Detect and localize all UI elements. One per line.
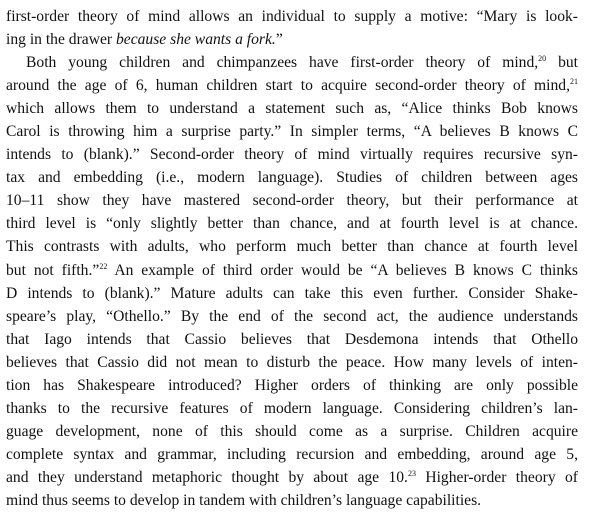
footnote-marker[interactable]: 21 — [570, 77, 578, 87]
text-line: This contrasts with adults, who perform much better than chance at fourth level — [6, 238, 578, 256]
text-line: intends to (blank).” Second-order theory of mind virtually requires recursive syn- — [6, 146, 578, 164]
text-run: around the age of 6, human children start to acquire second-order theory of mind, — [6, 77, 570, 95]
italic-text: because she wants a fork. — [116, 31, 276, 49]
text-line — [6, 259, 578, 282]
text-line — [6, 74, 578, 97]
text-line: speare’s play, “Othello.” By the end of the second act, the audience understands — [6, 307, 578, 325]
text-line: thanks to the recursive features of modern language. Considering children’s lan- — [6, 399, 578, 417]
text-line — [6, 466, 578, 489]
text-run: and they understand metaphoric thought by about age 10. — [6, 468, 408, 486]
text-run: ing in the drawer — [6, 31, 116, 49]
text-run: ” — [275, 31, 283, 49]
text-run: Both young children and chimpanzees have first-order theory of mind, — [26, 54, 539, 72]
footnote-marker[interactable]: 22 — [99, 261, 108, 271]
text-line: third level is “only slightly better than chance, and at fourth level is at chance. — [6, 215, 578, 233]
paragraph-2 — [6, 51, 578, 512]
text-line — [6, 5, 578, 28]
text-line — [6, 28, 578, 51]
text-run: Higher-order theory of — [415, 468, 578, 486]
text-line: tax and embedding (i.e., modern language). Studies of children between ages — [6, 169, 578, 187]
text-line: 10–11 show they have mastered second-order theory, but their performance at — [6, 192, 578, 210]
text-line: tion has Shakespeare introduced? Higher orders of thinking are only possible — [6, 376, 578, 394]
paragraph-1 — [6, 5, 578, 51]
footnote-marker[interactable]: 20 — [538, 54, 547, 64]
text-run: An example of third order would be “A believes B knows C thinks — [107, 261, 578, 279]
text-line: that Iago intends that Cassio believes that Desdemona intends that Othello — [6, 330, 578, 348]
document-page — [6, 5, 578, 512]
text-line: guage development, none of this should come as a surprise. Children acquire — [6, 422, 578, 440]
footnote-marker[interactable]: 23 — [407, 468, 416, 478]
text-line — [6, 51, 578, 74]
text-line: complete syntax and grammar, including recursion and embedding, around age 5, — [6, 445, 578, 463]
text-line: D intends to (blank).” Mature adults can take this even further. Consider Shake- — [6, 284, 578, 302]
text-run: first-order theory of mind allows an individual to supply a motive: “Mary is look- — [6, 8, 578, 25]
text-line: mind thus seems to develop in tandem with children’s language capabilities. — [6, 491, 482, 509]
text-line: Carol is throwing him a surprise party.” In simpler terms, “A believes B knows C — [6, 123, 578, 141]
text-run: but not fifth.” — [6, 261, 100, 279]
text-line: believes that Cassio did not mean to disturb the peace. How many levels of inten- — [6, 353, 578, 371]
text-run: but — [546, 54, 579, 72]
text-line: which allows them to understand a statement such as, “Alice thinks Bob knows — [6, 100, 578, 118]
